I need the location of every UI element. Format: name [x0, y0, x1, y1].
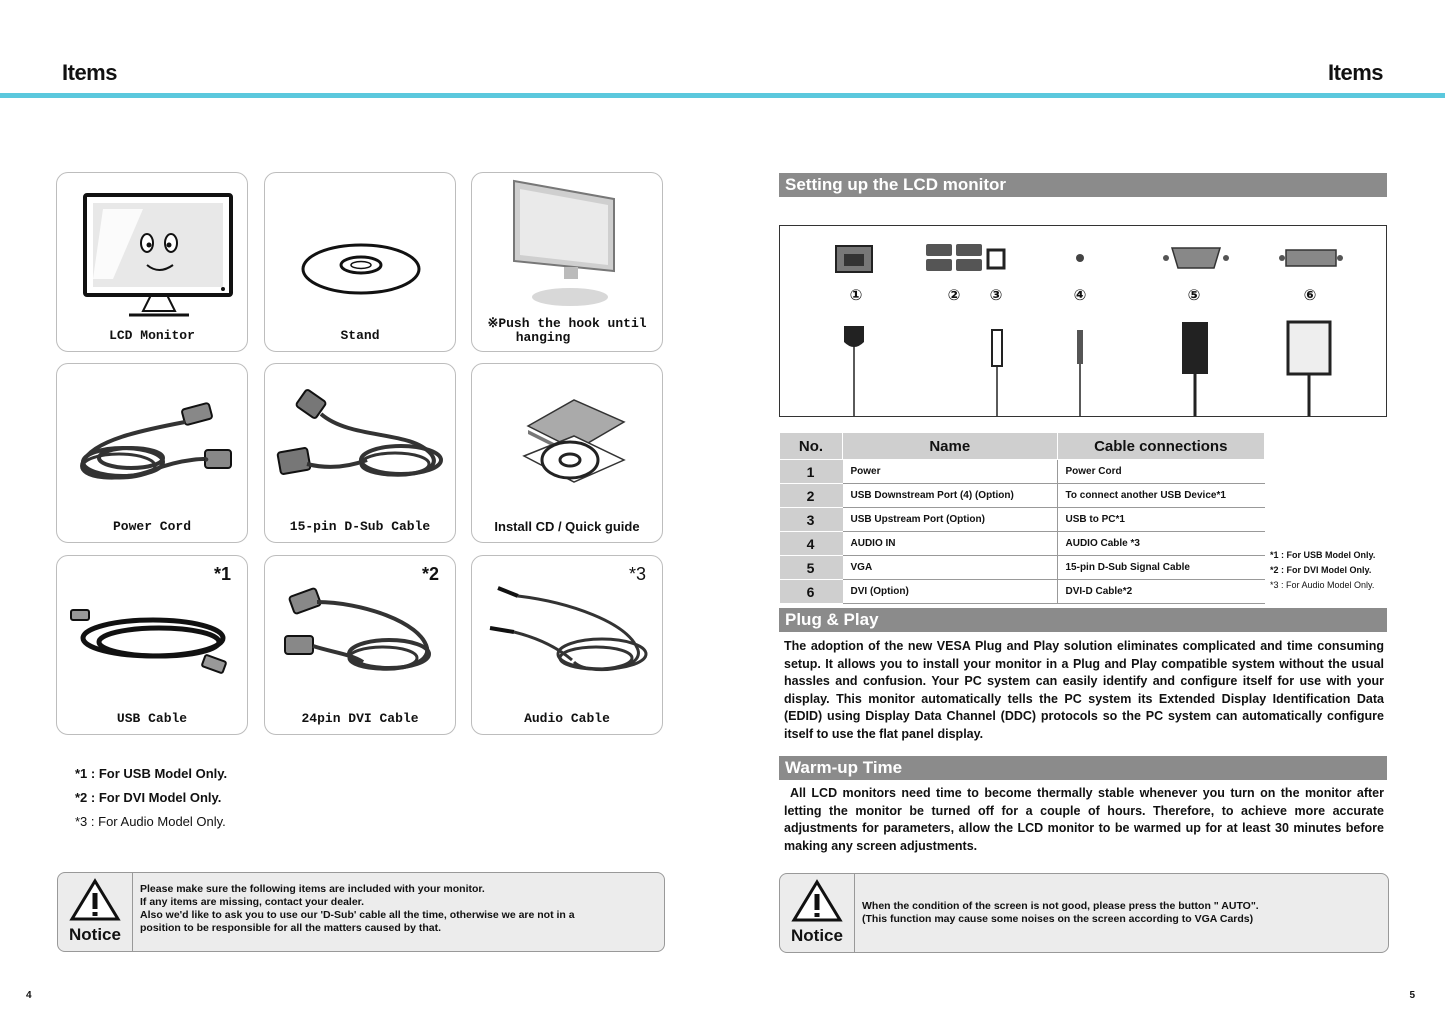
table-row: [780, 508, 1265, 532]
footnote: *2 : For DVI Model Only.: [75, 790, 222, 805]
notice-line: When the condition of the screen is not good, please press the button " AUTO".: [862, 900, 1259, 912]
section-title-warmup: Warm-up Time: [779, 756, 1387, 780]
footnote-mark: *3: [628, 564, 646, 584]
dvi-plug-icon: [1288, 322, 1330, 374]
table-row: [780, 532, 1265, 556]
table-footnotes: [1270, 548, 1375, 593]
warning-icon: [58, 877, 132, 927]
item-label: USB Cable: [116, 711, 188, 726]
item-card-lcd-monitor: [56, 172, 248, 352]
port-number: ⑥: [1303, 287, 1317, 304]
table-row: [780, 556, 1265, 580]
notice-box-left: [57, 872, 665, 952]
row-cable: USB to PC*1: [1057, 508, 1265, 532]
item-card-usb-cable: [56, 555, 248, 735]
dsub-cable-icon: [271, 370, 451, 510]
connections-table: [779, 432, 1265, 604]
item-label: Install CD / Quick guide: [494, 519, 640, 534]
dvi-cable-icon: [271, 562, 451, 702]
row-cable: 15-pin D-Sub Signal Cable: [1057, 556, 1265, 580]
footnote: *2 : For DVI Model Only.: [1270, 565, 1372, 575]
item-card-power-cord: [56, 363, 248, 543]
page-number-left: 4: [26, 990, 32, 1001]
port-number: ②: [947, 287, 961, 304]
row-cable: AUDIO Cable *3: [1057, 532, 1265, 556]
port-number: ③: [989, 287, 1003, 304]
power-cord-icon: [63, 370, 243, 510]
row-number: 6: [780, 580, 843, 604]
footnote: *3 : For Audio Model Only.: [1270, 580, 1375, 590]
row-name: USB Upstream Port (Option): [843, 508, 1058, 532]
item-label-line2: hanging: [515, 330, 571, 345]
row-name: Power: [843, 460, 1058, 484]
item-label: Power Cord: [112, 519, 191, 534]
notice-box-right: [779, 873, 1389, 953]
row-number: 5: [780, 556, 843, 580]
audio-cable-icon: [478, 562, 658, 702]
row-number: 2: [780, 484, 843, 508]
row-cable: Power Cord: [1057, 460, 1265, 484]
page-title-left: Items: [62, 60, 117, 85]
column-header: Cable connections: [1057, 433, 1265, 460]
port-number: ①: [849, 287, 863, 304]
row-name: AUDIO IN: [843, 532, 1058, 556]
item-card-stand: [264, 172, 456, 352]
row-cable: DVI-D Cable*2: [1057, 580, 1265, 604]
table-row: [780, 484, 1265, 508]
row-name: VGA: [843, 556, 1058, 580]
column-header: Name: [843, 433, 1058, 460]
row-number: 4: [780, 532, 843, 556]
power-port-icon: [836, 246, 872, 272]
notice-icon-column: [58, 873, 133, 951]
footnote: *1 : For USB Model Only.: [1270, 550, 1376, 560]
vga-port-icon: [1163, 248, 1229, 268]
page-number-right: 5: [1409, 990, 1415, 1001]
connector-panel: [779, 225, 1387, 417]
connector-diagram: [780, 226, 1386, 416]
header-rule: [0, 93, 1445, 98]
notice-title: Notice: [791, 926, 843, 945]
table-row: [780, 580, 1265, 604]
row-cable: To connect another USB Device*1: [1057, 484, 1265, 508]
item-card-hook: [471, 172, 663, 352]
item-label: LCD Monitor: [109, 328, 195, 343]
footnote: *1 : For USB Model Only.: [75, 766, 228, 781]
notice-icon-column: [780, 874, 855, 952]
notice-text: [140, 883, 660, 935]
item-card-install-cd: [471, 363, 663, 543]
cd-guide-icon: [478, 370, 658, 510]
row-number: 1: [780, 460, 843, 484]
lcd-monitor-icon: [63, 179, 243, 319]
disc-icon: [271, 179, 451, 319]
column-header: No.: [780, 433, 843, 460]
item-card-dsub-cable: [264, 363, 456, 543]
section-title-plug-play: Plug & Play: [779, 608, 1387, 632]
plug-play-text: The adoption of the new VESA Plug and Play solution eliminates complicated and time consuming setup. It allows you to install your monitor in a Plug and Play compatible system without the usual hassles and confusion. Your PC system can easily identify and configure itself for use with your display. This monitor automatically tells the PC system its Extended Display Identification Data (EDID) using Display Data Channel (DDC) protocols so the PC system can automatically configure itself to use the flat panel display.: [784, 639, 1384, 741]
audio-port-icon: [1076, 254, 1084, 262]
item-card-dvi-cable: [264, 555, 456, 735]
port-number: ④: [1073, 287, 1087, 304]
item-label: 24pin DVI Cable: [301, 711, 419, 726]
footnote-mark: *2: [421, 564, 439, 584]
dvi-port-icon: [1279, 250, 1343, 266]
table-row: [780, 460, 1265, 484]
notice-line: Also we'd like to ask you to use our 'D-Sub' cable all the time, otherwise we are not in a: [140, 909, 575, 921]
usb-plug-icon: [992, 330, 1002, 366]
table-header-row: [780, 433, 1265, 460]
notice-line: (This function may cause some noises on the screen according to VGA Cards): [862, 913, 1254, 925]
footnote-mark: *1: [213, 564, 231, 584]
item-label: 15-pin D-Sub Cable: [289, 519, 431, 534]
notice-line: Please make sure the following items are included with your monitor.: [140, 883, 485, 895]
vga-plug-icon: [1182, 322, 1208, 374]
item-label: Audio Cable: [524, 711, 610, 726]
footnotes: [75, 762, 227, 834]
notice-title: Notice: [69, 925, 121, 944]
warning-icon: [780, 878, 854, 928]
warmup-text: All LCD monitors need time to become thermally stable whenever you turn on the monitor after letting the monitor be turned off for a couple of hours. Therefore, to achieve more accurate adjustments for parameters, allow the LCD monitor to be warmed up for at least 30 minutes before making any screen adjustments.: [784, 786, 1384, 853]
notice-text: [862, 900, 1382, 926]
notice-line: If any items are missing, contact your dealer.: [140, 896, 365, 908]
monitor-back-icon: [478, 179, 658, 319]
port-number: ⑤: [1187, 287, 1201, 304]
notice-line: position to be responsible for all the matters caused by that.: [140, 922, 442, 934]
usb-ports-icon: [926, 244, 1004, 271]
page-title-right: Items: [1328, 60, 1383, 85]
item-label: [472, 317, 662, 345]
item-label: Stand: [340, 328, 380, 343]
row-number: 3: [780, 508, 843, 532]
row-name: DVI (Option): [843, 580, 1058, 604]
item-label-line1: ※Push the hook until: [487, 316, 647, 331]
power-plug-icon: [844, 326, 864, 347]
footnote: *3 : For Audio Model Only.: [75, 814, 226, 829]
section-title-setup: Setting up the LCD monitor: [779, 173, 1387, 197]
row-name: USB Downstream Port (4) (Option): [843, 484, 1058, 508]
item-card-audio-cable: [471, 555, 663, 735]
usb-cable-icon: [63, 562, 243, 702]
audio-plug-icon: [1077, 330, 1083, 364]
